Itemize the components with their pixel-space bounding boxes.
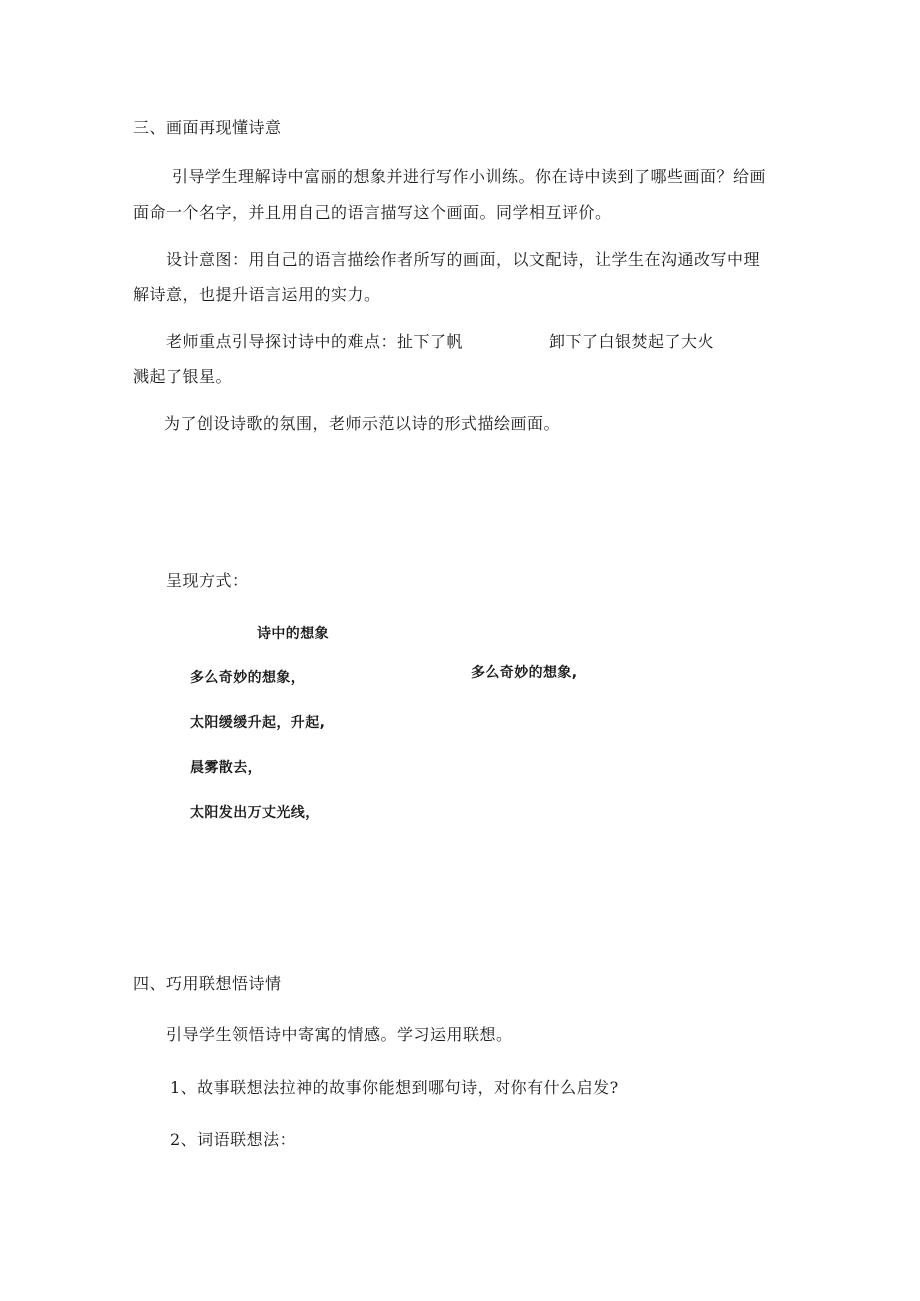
- poem-line-3: 晨雾散去，: [190, 760, 262, 776]
- section3-paragraph-1-line-1: 引导学生理解诗中富丽的想象并进行写作小训练。你在诗中读到了哪些画面？给画: [172, 167, 767, 186]
- section4-item-2: 2、词语联想法：: [170, 1130, 297, 1149]
- section3-paragraph-3-line-2: 溅起了银星。: [133, 367, 233, 386]
- poem-right-line: 多么奇妙的想象,: [471, 665, 578, 681]
- section3-paragraph-3-part-1: 老师重点引导探讨诗中的难点：扯下了帆: [166, 332, 464, 351]
- section4-paragraph-1: 引导学生领悟诗中寄寓的情感。学习运用联想。: [166, 1025, 513, 1044]
- section3-paragraph-1-line-2: 面命一个名字，并且用自己的语言描写这个画面。同学相互评价。: [133, 203, 612, 222]
- poem-line-2: 太阳缓缓升起，升起,: [190, 715, 326, 731]
- poem-title: 诗中的想象: [257, 626, 329, 642]
- section3-paragraph-2-line-1: 设计意图：用自己的语言描绘作者所写的画面，以文配诗，让学生在沟通改写中理: [166, 250, 761, 269]
- section3-paragraph-4: 为了创设诗歌的氛围，老师示范以诗的形式描绘画面。: [164, 414, 561, 433]
- section4-item-1: 1、故事联想法拉神的故事你能想到哪句诗，对你有什么启发?: [170, 1078, 619, 1097]
- section4-heading: 四、巧用联想悟诗情: [133, 974, 282, 993]
- poem-line-4: 太阳发出万丈光线，: [190, 805, 320, 821]
- section3-heading: 三、画面再现懂诗意: [133, 118, 282, 137]
- section3-paragraph-3-part-2: 卸下了白银焚起了大火: [549, 332, 715, 351]
- poem-line-1: 多么奇妙的想象，: [190, 670, 306, 686]
- presentation-label: 呈现方式：: [166, 571, 249, 590]
- section3-paragraph-2-line-2: 解诗意，也提升语言运用的实力。: [133, 285, 381, 304]
